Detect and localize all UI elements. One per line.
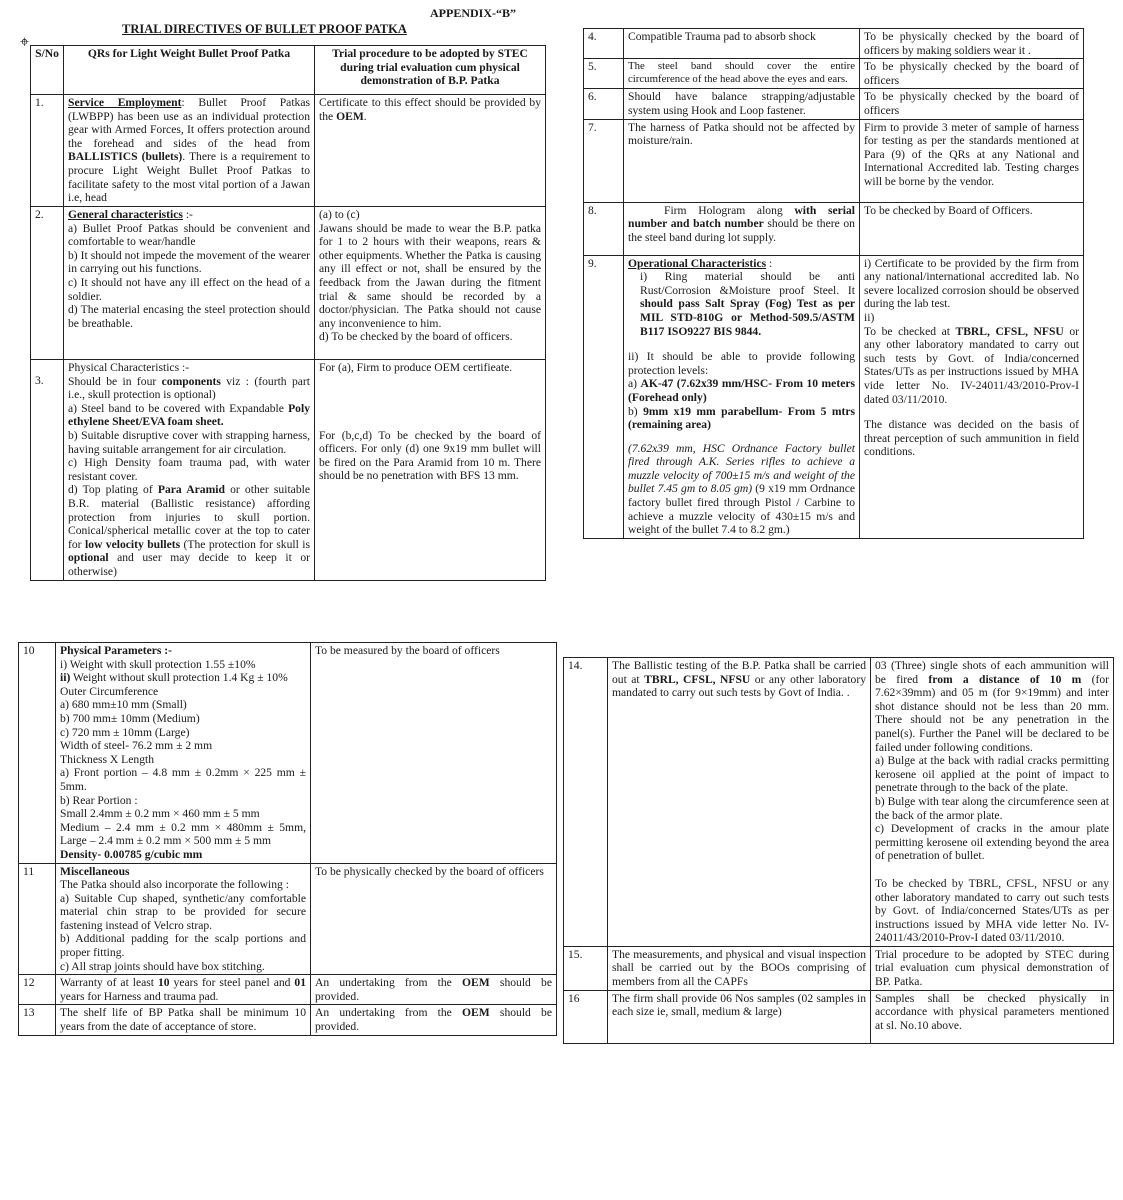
row-13-proc-a: An undertaking from the (315, 1006, 463, 1020)
row-10-sno: 10 (19, 643, 56, 864)
pen-mark: ⌖ (20, 34, 30, 51)
table-row (584, 202, 1084, 255)
row-9-9mm-prefix: b) (628, 404, 644, 418)
row-1-proc-bold: OEM (336, 109, 364, 123)
table-row (584, 119, 1084, 202)
row-4-procedure: To be physically checked by the board of officers by making soldiers wear it . (860, 29, 1084, 59)
row-16-qr: The firm shall provide 06 Nos samples (02 samples in each size ie, small, medium & large) (608, 990, 871, 1043)
row-9-ak47: AK-47 (7.62x39 mm/HSC- From 10 meters (Forehead only) (628, 377, 855, 404)
row-9-proc-1: i) Certificate to be provided by the firm from any national/international accredited lab. No severe localized corrosion should be observed during the lab test. (864, 256, 1079, 311)
table-header-row (31, 46, 546, 95)
row-2-proc-1: (a) to (c) (319, 208, 360, 221)
row-9-note: (9 x19 mm Ordnance factory bullet fired through Pistol / Carbine to achieve a muzzle velocity of 430±15 m/s and weight of the bullet 7.4 to 8.2 gm.) (628, 482, 855, 537)
row-8-qr-b: with serial number and batch number (628, 203, 856, 231)
row-2-item-b: b) It should not impede the movement of the wearer in carrying out his functions. (68, 248, 310, 276)
row-3-procedure (315, 360, 546, 581)
row-3-line-6g: and user may decide to keep it or otherwise) (68, 551, 310, 578)
row-10-line-5: b) 700 mm± 10mm (Medium) (60, 711, 200, 725)
row-13-proc-b: OEM (462, 1006, 490, 1020)
row-15-procedure: Trial procedure to be adopted by STEC during trial evaluation cum physical demonstration of BP. Patka. (871, 946, 1114, 990)
directives-table-4 (563, 657, 1114, 1044)
row-14-qr-b: TBRL, CFSL, NFSU (644, 672, 751, 686)
row-9-ak-prefix: a) (628, 377, 641, 391)
row-14-qr-a: The Ballistic testing of the B.P. Patka shall be carried out at (612, 659, 866, 686)
row-12-qr (56, 975, 311, 1005)
row-2-qr (64, 207, 315, 360)
panel-bottom-right (563, 657, 1113, 1044)
row-11-line-3: b) Additional padding for the scalp portions and proper fitting. (60, 932, 306, 960)
row-12-proc-c: should be provided. (315, 976, 552, 1003)
row-9-proc-3c: or any other laboratory mandated to carry out such tests by Govt. of India/concerned States/UTs as per instructions issued by MHA vide letter No. IV-24011/43/2010-Prov-I dated 03/11/2010. (864, 324, 1079, 406)
row-13-proc-c: should be provided. (315, 1006, 552, 1034)
row-3-line-4: b) Suitable disruptive cover with strapping harness, having suitable arrangement for air circulation. (68, 428, 310, 456)
row-1-text: : Bullet Proof Patkas (LWBPP) has been use as an individual protection gear with Armed Forces, It offers protection around the forehead and sides of the head from (68, 96, 310, 150)
row-9-proc-4: The distance was decided on the basis of threat perception of such ammunition in field conditions. (864, 418, 1079, 459)
row-2-proc-3: d) To be checked by the board of officers. (319, 330, 513, 344)
document-title: TRIAL DIRECTIVES OF BULLET PROOF PATKA (122, 22, 407, 36)
row-1-proc-end: . (363, 109, 367, 123)
row-6-sno: 6. (584, 89, 624, 119)
table-row (564, 990, 1114, 1043)
row-10-line-9: a) Front portion – 4.8 mm ± 0.2mm × 225 mm ± 5mm. (60, 766, 306, 793)
row-10-line-7: Width of steel- 76.2 mm ± 2 mm (60, 739, 213, 753)
row-7-procedure: Firm to provide 3 meter of sample of harness for testing as per the standards mentioned at Para (9) of the QRs at any National and International Accredited lab. Testing charges will be borne by the vendor. (860, 119, 1084, 202)
panel-bottom-left (18, 642, 556, 1036)
row-2-procedure (315, 207, 546, 360)
appendix-label: APPENDIX-“B” (430, 6, 516, 20)
row-9-ring-text: i) Ring material should be anti Rust/Corrosion &Moisture proof Steel. It (640, 270, 855, 297)
row-5-procedure: To be physically checked by the board of officers (860, 59, 1084, 89)
row-9-proc-3b: TBRL, CFSL, NFSU (955, 324, 1064, 338)
row-9-note-italic: (7.62x39 mm, HSC Ordnance Factory bullet fired through A.K. Series rifles to achieve a muzzle velocity of 700±15 m/s and weight of the bullet 7.45 gm to 8.05 gm) (628, 441, 855, 496)
row-2-heading: General characteristics (68, 208, 183, 221)
row-3-line-2a: Should be in four (68, 374, 162, 388)
row-12-qr-c: years for steel panel and (169, 976, 295, 990)
row-15-sno: 15. (564, 946, 608, 990)
row-13-sno: 13 (19, 1005, 56, 1035)
table-row (19, 1005, 557, 1035)
row-7-sno: 7. (584, 119, 624, 202)
row-10-procedure: To be measured by the board of officers (311, 643, 557, 864)
row-6-qr: Should have balance strapping/adjustable system using Hook and Loop fastener. (624, 89, 860, 119)
row-11-line-4: c) All strap joints should have box stitching. (60, 959, 265, 973)
row-7-qr: The harness of Patka should not be affected by moisture/rain. (624, 119, 860, 202)
row-10-heading: Physical Parameters :- (60, 644, 173, 657)
directives-table-1 (30, 45, 546, 581)
row-3-line-1: Physical Characteristics :- (68, 361, 190, 374)
row-3-qr (64, 360, 315, 581)
row-10-line-1: i) Weight with skull protection 1.55 ±10% (60, 657, 256, 671)
row-3-line-6f: optional (68, 551, 109, 565)
col-header-qrs: QRs for Light Weight Bullet Proof Patka (64, 46, 315, 95)
row-10-line-10: b) Rear Portion : (60, 793, 138, 807)
row-9-heading: Operational Characteristics (628, 256, 767, 270)
table-row (584, 29, 1084, 59)
row-14-qr-c: or any other laboratory mandated to carry out such tests by Govt of India. . (612, 672, 867, 700)
row-3-line-5: c) High Density foam trauma pad, with water resistant cover. (68, 456, 310, 483)
row-9-sno: 9. (584, 255, 624, 538)
row-12-sno: 12 (19, 975, 56, 1005)
row-8-qr-c: should be there on the steel band during lot supply. (628, 217, 855, 244)
row-1-text-b: . There is a requirement to procure Light Weight Bullet Proof Patkas to facilitate safety to the most vital portion of a Jawan i.e, head (68, 150, 311, 205)
row-10-line-11: Small 2.4mm ± 0.2 mm × 460 mm ± 5 mm (60, 807, 260, 821)
row-5-qr: The steel band should cover the entire circumference of the head above the eyes and ears. (624, 59, 860, 89)
row-12-procedure (311, 975, 557, 1005)
row-12-qr-a: Warranty of at least (60, 976, 158, 990)
row-11-procedure: To be physically checked by the board of officers (311, 863, 557, 975)
directives-table-3 (18, 642, 557, 1036)
row-11-heading: Miscellaneous (60, 864, 130, 878)
row-16-procedure: Samples shall be checked physically in accordance with physical parameters mentioned at sl. No.10 above. (871, 990, 1114, 1043)
row-3-line-3: a) Steel band to be covered with Expandable (68, 401, 289, 415)
row-2-item-a: a) Bullet Proof Patkas should be convenient and comfortable to wear/handle (68, 221, 310, 249)
row-9-proc-2: ii) (864, 310, 875, 324)
row-3-line-2b: components (161, 374, 221, 388)
table-row (564, 658, 1114, 947)
row-1-bold: BALLISTICS (bullets) (68, 150, 183, 164)
row-2-proc-2: Jawans should be made to wear the B.P. patka for 1 to 2 hours with their weapons, rears & other equipments. Whether the Patka is causing any ill effect or not, shall be ensured by the feedback from the Jawan during the fitment trial & same should be recorded by a doctor/physician. The Patka should not cause any inconvenience to him. (319, 221, 541, 330)
row-10-line-3: Outer Circumference (60, 684, 159, 698)
row-1-proc-text: Certificate to this effect should be provided by the (319, 96, 541, 123)
row-2-item-d: d) The material encasing the steel protection should be breathable. (68, 303, 310, 330)
row-3-line-6e: (The protection for skull is (180, 537, 310, 551)
table-row (31, 207, 546, 360)
row-3-sno: 3. (31, 360, 64, 581)
row-9-proc-3a: To be checked at (864, 324, 956, 338)
table-row (584, 255, 1084, 538)
row-8-sno: 8. (584, 202, 624, 255)
row-10-qr (56, 643, 311, 864)
row-10-line-2a: ii) (60, 671, 71, 685)
row-14-proc-4: c) Development of cracks in the amour plate permitting kerosene oil extending beyond the area of penetration of bullet. (875, 822, 1109, 863)
row-11-line-1: The Patka should also incorporate the following : (60, 878, 289, 892)
row-3-line-6c: or other suitable B.R. material (Ballistic resistance) affording protection from injuries to skull portion. Conical/spherical metallic cover at the top to cater for (68, 483, 310, 551)
row-10-line-4: a) 680 mm±10 mm (Small) (60, 698, 187, 712)
panel-top-left (30, 45, 545, 581)
row-11-qr (56, 863, 311, 975)
row-14-procedure (871, 658, 1114, 947)
row-16-sno: 16 (564, 990, 608, 1043)
row-9-procedure (860, 255, 1084, 538)
table-row (19, 863, 557, 975)
row-13-qr: The shelf life of BP Patka shall be minimum 10 years from the date of acceptance of store. (56, 1005, 311, 1035)
row-1-sno: 1. (31, 95, 64, 207)
row-14-proc-2: a) Bulge at the back with radial cracks permitting kerosene oil applied at the point of impact to penetrate through to the back of the plate. (875, 754, 1109, 795)
row-12-proc-a: An undertaking from the (315, 976, 463, 990)
row-1-qr (64, 95, 315, 207)
row-14-proc-1a: 03 (Three) single shots of each ammunition will be fired (875, 659, 1109, 686)
row-12-qr-d: 01 (294, 976, 306, 990)
row-9-9mm: 9mm x19 mm parabellum- From 5 mtrs (remaining area) (628, 404, 855, 432)
row-14-proc-1b: from a distance of 10 m (928, 672, 1082, 686)
row-3-line-6b: Para Aramid (157, 483, 225, 497)
row-3-proc-1: For (a), Firm to produce OEM certifieate. (319, 361, 513, 374)
col-header-sno: S/No (31, 46, 64, 95)
row-12-proc-b: OEM (462, 976, 490, 990)
row-10-line-2b: Weight without skull protection 1.4 Kg ± 10% (70, 671, 288, 685)
directives-table-2 (583, 28, 1084, 539)
row-15-qr: The measurements, and physical and visual inspection shall be carried out by the BOOs comprising of members from all the CAPFs (608, 946, 871, 990)
row-14-sno: 14. (564, 658, 608, 947)
row-3-line-3b: Poly ethylene Sheet/EVA foam sheet. (68, 401, 310, 429)
row-9-protection-levels: ii) It should be able to provide following protection levels: (628, 350, 855, 377)
row-14-qr (608, 658, 871, 947)
row-3-proc-2: For (b,c,d) To be checked by the board of officers. For only (d) one 9x19 mm bullet will be fired on the Para Aramid from 10 m. There should be no penetration with BFS 13 mm. (319, 428, 541, 483)
row-2-sno: 2. (31, 207, 64, 360)
row-10-line-13: Density- 0.00785 g/cubic mm (60, 847, 203, 861)
row-1-procedure (315, 95, 546, 207)
row-11-line-2: a) Suitable Cup shaped, synthetic/any comfortable material chin strap to be provided for secure fastening instead of Velcro strap. (60, 891, 306, 932)
table-row (19, 643, 557, 864)
row-14-proc-5: To be checked by TBRL, CFSL, NFSU or any other laboratory mandated to carry out such tests by Govt. of India/concerned States/UTs as per instructions issued by MHA vide letter No. IV-24011/43/2010-Prov-I dated 03/11/2010. (875, 876, 1109, 945)
table-row (584, 59, 1084, 89)
row-12-qr-e: years for Harness and trauma pad. (60, 989, 219, 1003)
row-4-sno: 4. (584, 29, 624, 59)
row-10-line-6: c) 720 mm ± 10mm (Large) (60, 725, 190, 739)
row-3-line-6d: low velocity bullets (84, 537, 181, 551)
row-9-qr (624, 255, 860, 538)
row-10-line-8: Thickness X Length (60, 752, 155, 766)
row-4-qr: Compatible Trauma pad to absorb shock (624, 29, 860, 59)
row-9-ring-bold: should pass Salt Spray (Fog) Test as per MIL STD-810G or Method-509.5/ASTM B117 ISO9227 BIS 9844. (640, 297, 855, 338)
row-3-line-2c: viz : (fourth part i.e., skull protection is optional) (68, 374, 310, 402)
row-5-sno: 5. (584, 59, 624, 89)
table-row (564, 946, 1114, 990)
row-9-heading-suffix: : (766, 256, 773, 270)
table-row (31, 360, 546, 581)
row-2-item-c: c) It should not have any ill effect on the head of a soldier. (68, 275, 310, 303)
row-14-proc-1c: (for 7.62×39mm) and 05 m (for 9×19mm) and inter shot distance should not be less than 20 mm. There should not be any penetration in the panel(s). Further the Panel will be declared to be failed under following conditions. (875, 672, 1109, 754)
row-1-heading: Service Employment (68, 96, 182, 109)
row-6-procedure: To be physically checked by the board of officers (860, 89, 1084, 119)
row-8-qr-a: Firm Hologram along (664, 203, 795, 217)
table-row (584, 89, 1084, 119)
row-8-procedure: To be checked by Board of Officers. (860, 202, 1084, 255)
row-14-proc-3: b) Bulge with tear along the circumference seen at the back of the armor plate. (875, 794, 1109, 822)
row-10-line-12: Medium – 2.4 mm ± 0.2 mm × 480mm ± 5mm, Large – 2.4 mm ± 0.2 mm × 500 mm ± 5 mm (60, 820, 306, 848)
row-2-heading-suffix: :- (182, 208, 193, 221)
table-row (31, 95, 546, 207)
panel-top-right (583, 28, 1083, 539)
row-8-qr (624, 202, 860, 255)
col-header-procedure: Trial procedure to be adopted by STEC during trial evaluation cum physical demonstration of B.P. Patka (315, 46, 546, 95)
table-row (19, 975, 557, 1005)
row-11-sno: 11 (19, 863, 56, 975)
row-12-qr-b: 10 (157, 976, 170, 990)
row-13-procedure (311, 1005, 557, 1035)
row-3-line-6a: d) Top plating of (68, 483, 158, 497)
